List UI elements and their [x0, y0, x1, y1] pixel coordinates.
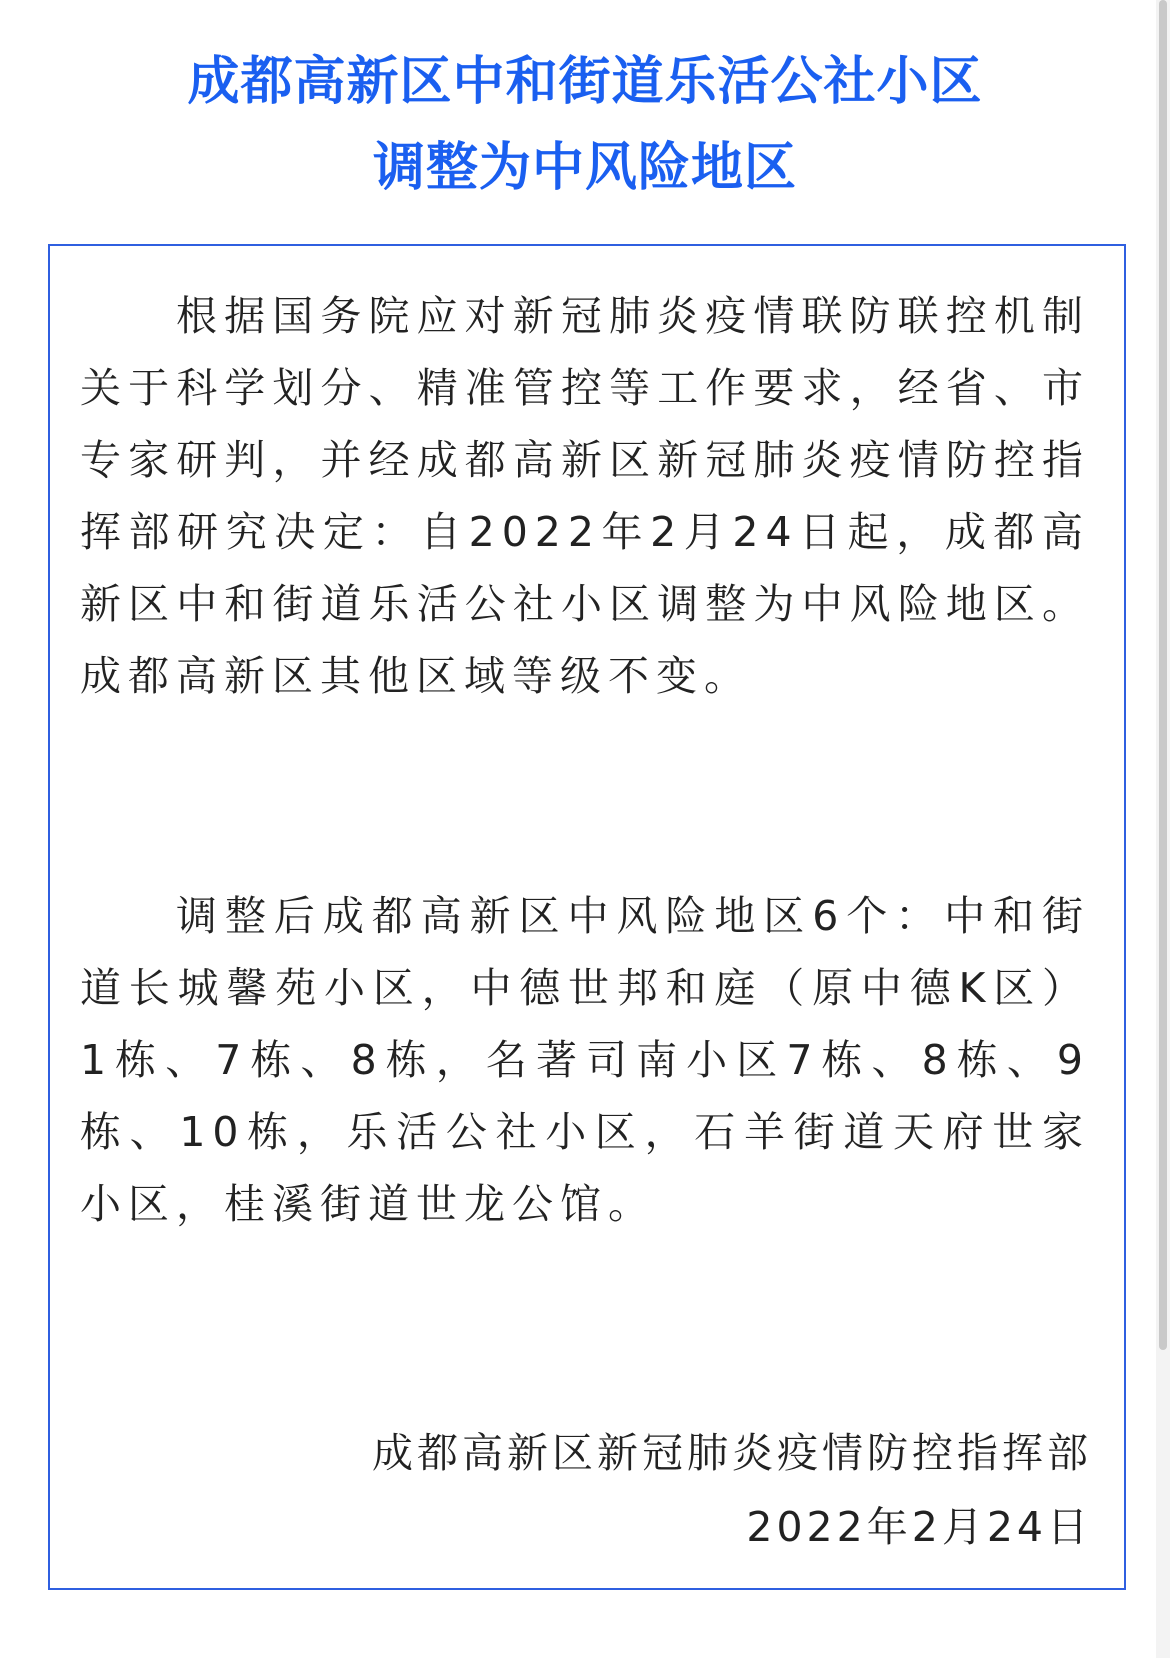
title-line-2: 调整为中风险地区 [372, 138, 797, 198]
scrollbar-thumb[interactable] [1159, 0, 1167, 1350]
signature-organization: 成都高新区新冠肺炎疫情防控指挥部 [372, 1429, 1092, 1477]
vertical-scrollbar[interactable] [1156, 0, 1170, 1658]
notice-paragraph-2: 调整后成都高新区中风险地区6个：中和街道长城馨苑小区，中德世邦和庭（原中德K区）1栋、7栋、8栋，名著司南小区7栋、8栋、9栋、10栋，乐活公社小区，石羊街道天府世家小区，桂溪街道世龙公馆。 [80, 892, 1090, 1228]
signature-date: 2022年2月24日 [746, 1503, 1092, 1551]
notice-paragraph-1: 根据国务院应对新冠肺炎疫情联防联控机制关于科学划分、精准管控等工作要求，经省、市专家研判，并经成都高新区新冠肺炎疫情防控指挥部研究决定：自2022年2月24日起，成都高新区中和街道乐活公社小区调整为中风险地区。成都高新区其他区域等级不变。 [80, 292, 1090, 700]
title-line-1: 成都高新区中和街道乐活公社小区 [187, 52, 983, 112]
